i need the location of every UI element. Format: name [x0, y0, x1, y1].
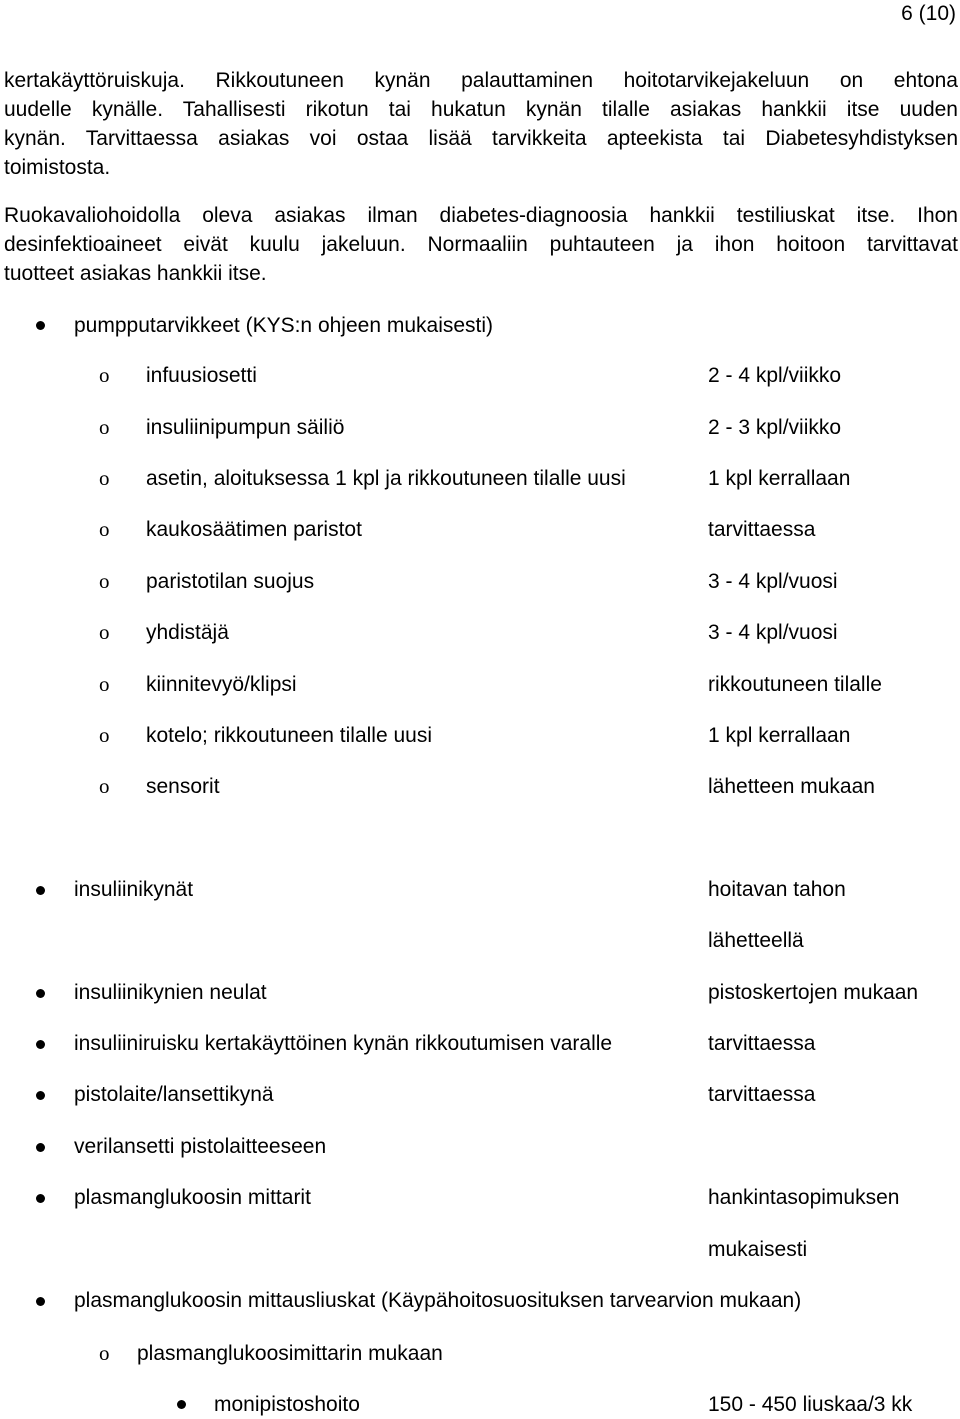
supply-item-name: insuliiniruisku kertakäyttöinen kynän rikkoutumisen varalle	[74, 1032, 613, 1055]
diet-paragraph	[4, 201, 958, 288]
supply-item-name: insuliinikynien neulat	[74, 981, 267, 1004]
pump-item-amount: 3 - 4 kpl/vuosi	[708, 570, 838, 593]
bullet-icon	[36, 1194, 45, 1203]
pump-item-amount: lähetteen mukaan	[708, 775, 875, 798]
supply-item-amount: pistoskertojen mukaan	[708, 981, 919, 1004]
supply-item-amount: tarvittaessa	[708, 1083, 816, 1106]
supply-item-name: insuliinikynät	[74, 878, 194, 901]
pump-item-amount: 2 - 4 kpl/viikko	[708, 364, 842, 387]
pump-section-title: pumpputarvikkeet (KYS:n ohjeen mukaisesti)	[74, 314, 494, 337]
pump-item-name: asetin, aloituksessa 1 kpl ja rikkoutuneen tilalle uusi	[146, 467, 626, 490]
sub-bullet-icon: o	[99, 569, 110, 593]
diet-line: desinfektioaineet eivät kuulu jakeluun. Normaaliin puhtauteen ja ihon hoitoon tarvittavat	[4, 233, 958, 256]
sub-bullet-icon: o	[99, 723, 110, 747]
supply-item-name: pistolaite/lansettikynä	[74, 1083, 274, 1106]
pump-item-amount: 1 kpl kerrallaan	[708, 467, 851, 490]
glucose-sub-item-amount: 150 - 450 liuskaa/3 kk	[708, 1393, 913, 1416]
diet-line: tuotteet asiakas hankkii itse.	[4, 262, 267, 285]
supply-item-amount: lähetteellä	[708, 929, 804, 952]
sub-bullet-icon: o	[99, 620, 110, 644]
supply-item-amount: tarvittaessa	[708, 1032, 816, 1055]
sub-bullet-icon: o	[99, 1341, 110, 1365]
supply-item-amount: hoitavan tahon	[708, 878, 846, 901]
bullet-icon	[36, 1297, 45, 1306]
intro-line: uudelle kynälle. Tahallisesti rikotun tai hukatun kynän tilalle asiakas hankkii itse uuden	[4, 98, 958, 121]
supply-item-name: verilansetti pistolaitteeseen	[74, 1135, 327, 1158]
intro-paragraph	[4, 66, 958, 182]
supply-item-amount: hankintasopimuksen	[708, 1186, 900, 1209]
diet-line: Ruokavaliohoidolla oleva asiakas ilman diabetes-diagnoosia hankkii testiliuskat itse. Ihon	[4, 204, 958, 227]
pump-item-name: paristotilan suojus	[146, 570, 315, 593]
sub-bullet-icon: o	[99, 363, 110, 387]
pump-item-amount: 3 - 4 kpl/vuosi	[708, 621, 838, 644]
pump-item-amount: tarvittaessa	[708, 518, 816, 541]
sub-bullet-icon: o	[99, 517, 110, 541]
glucose-sub-label: plasmanglukoosimittarin mukaan	[137, 1342, 443, 1365]
supply-item-name: plasmanglukoosin mittarit	[74, 1186, 311, 1209]
pump-item-name: infuusiosetti	[146, 364, 257, 387]
pump-item-name: sensorit	[146, 775, 220, 798]
bullet-icon	[36, 989, 45, 998]
bullet-icon	[36, 1091, 45, 1100]
pump-item-amount: 1 kpl kerrallaan	[708, 724, 851, 747]
bullet-icon	[177, 1400, 186, 1409]
pump-item-name: yhdistäjä	[146, 621, 229, 644]
glucose-sub-item-name: monipistoshoito	[214, 1393, 360, 1416]
bullet-icon	[36, 1040, 45, 1049]
pump-item-name: kiinnitevyö/klipsi	[146, 673, 297, 696]
pump-item-name: insuliinipumpun säiliö	[146, 416, 345, 439]
page-number: 6 (10)	[901, 2, 956, 25]
sub-bullet-icon: o	[99, 415, 110, 439]
supply-item-amount: mukaisesti	[708, 1238, 808, 1261]
intro-line: kynän. Tarvittaessa asiakas voi ostaa lisää tarvikkeita apteekista tai Diabetesyhdistyksen	[4, 127, 958, 150]
bullet-icon	[36, 886, 45, 895]
supply-item-name: plasmanglukoosin mittausliuskat (Käypähoitosuosituksen tarvearvion mukaan)	[74, 1289, 802, 1312]
pump-item-amount: 2 - 3 kpl/viikko	[708, 416, 842, 439]
pump-item-name: kotelo; rikkoutuneen tilalle uusi	[146, 724, 433, 747]
intro-line: kertakäyttöruiskuja. Rikkoutuneen kynän palauttaminen hoitotarvikejakeluun on ehtona	[4, 69, 958, 92]
pump-item-name: kaukosäätimen paristot	[146, 518, 362, 541]
sub-bullet-icon: o	[99, 672, 110, 696]
intro-line: toimistosta.	[4, 156, 111, 179]
bullet-icon	[36, 1143, 45, 1152]
sub-bullet-icon: o	[99, 466, 110, 490]
bullet-icon	[36, 321, 45, 330]
pump-item-amount: rikkoutuneen tilalle	[708, 673, 882, 696]
sub-bullet-icon: o	[99, 774, 110, 798]
